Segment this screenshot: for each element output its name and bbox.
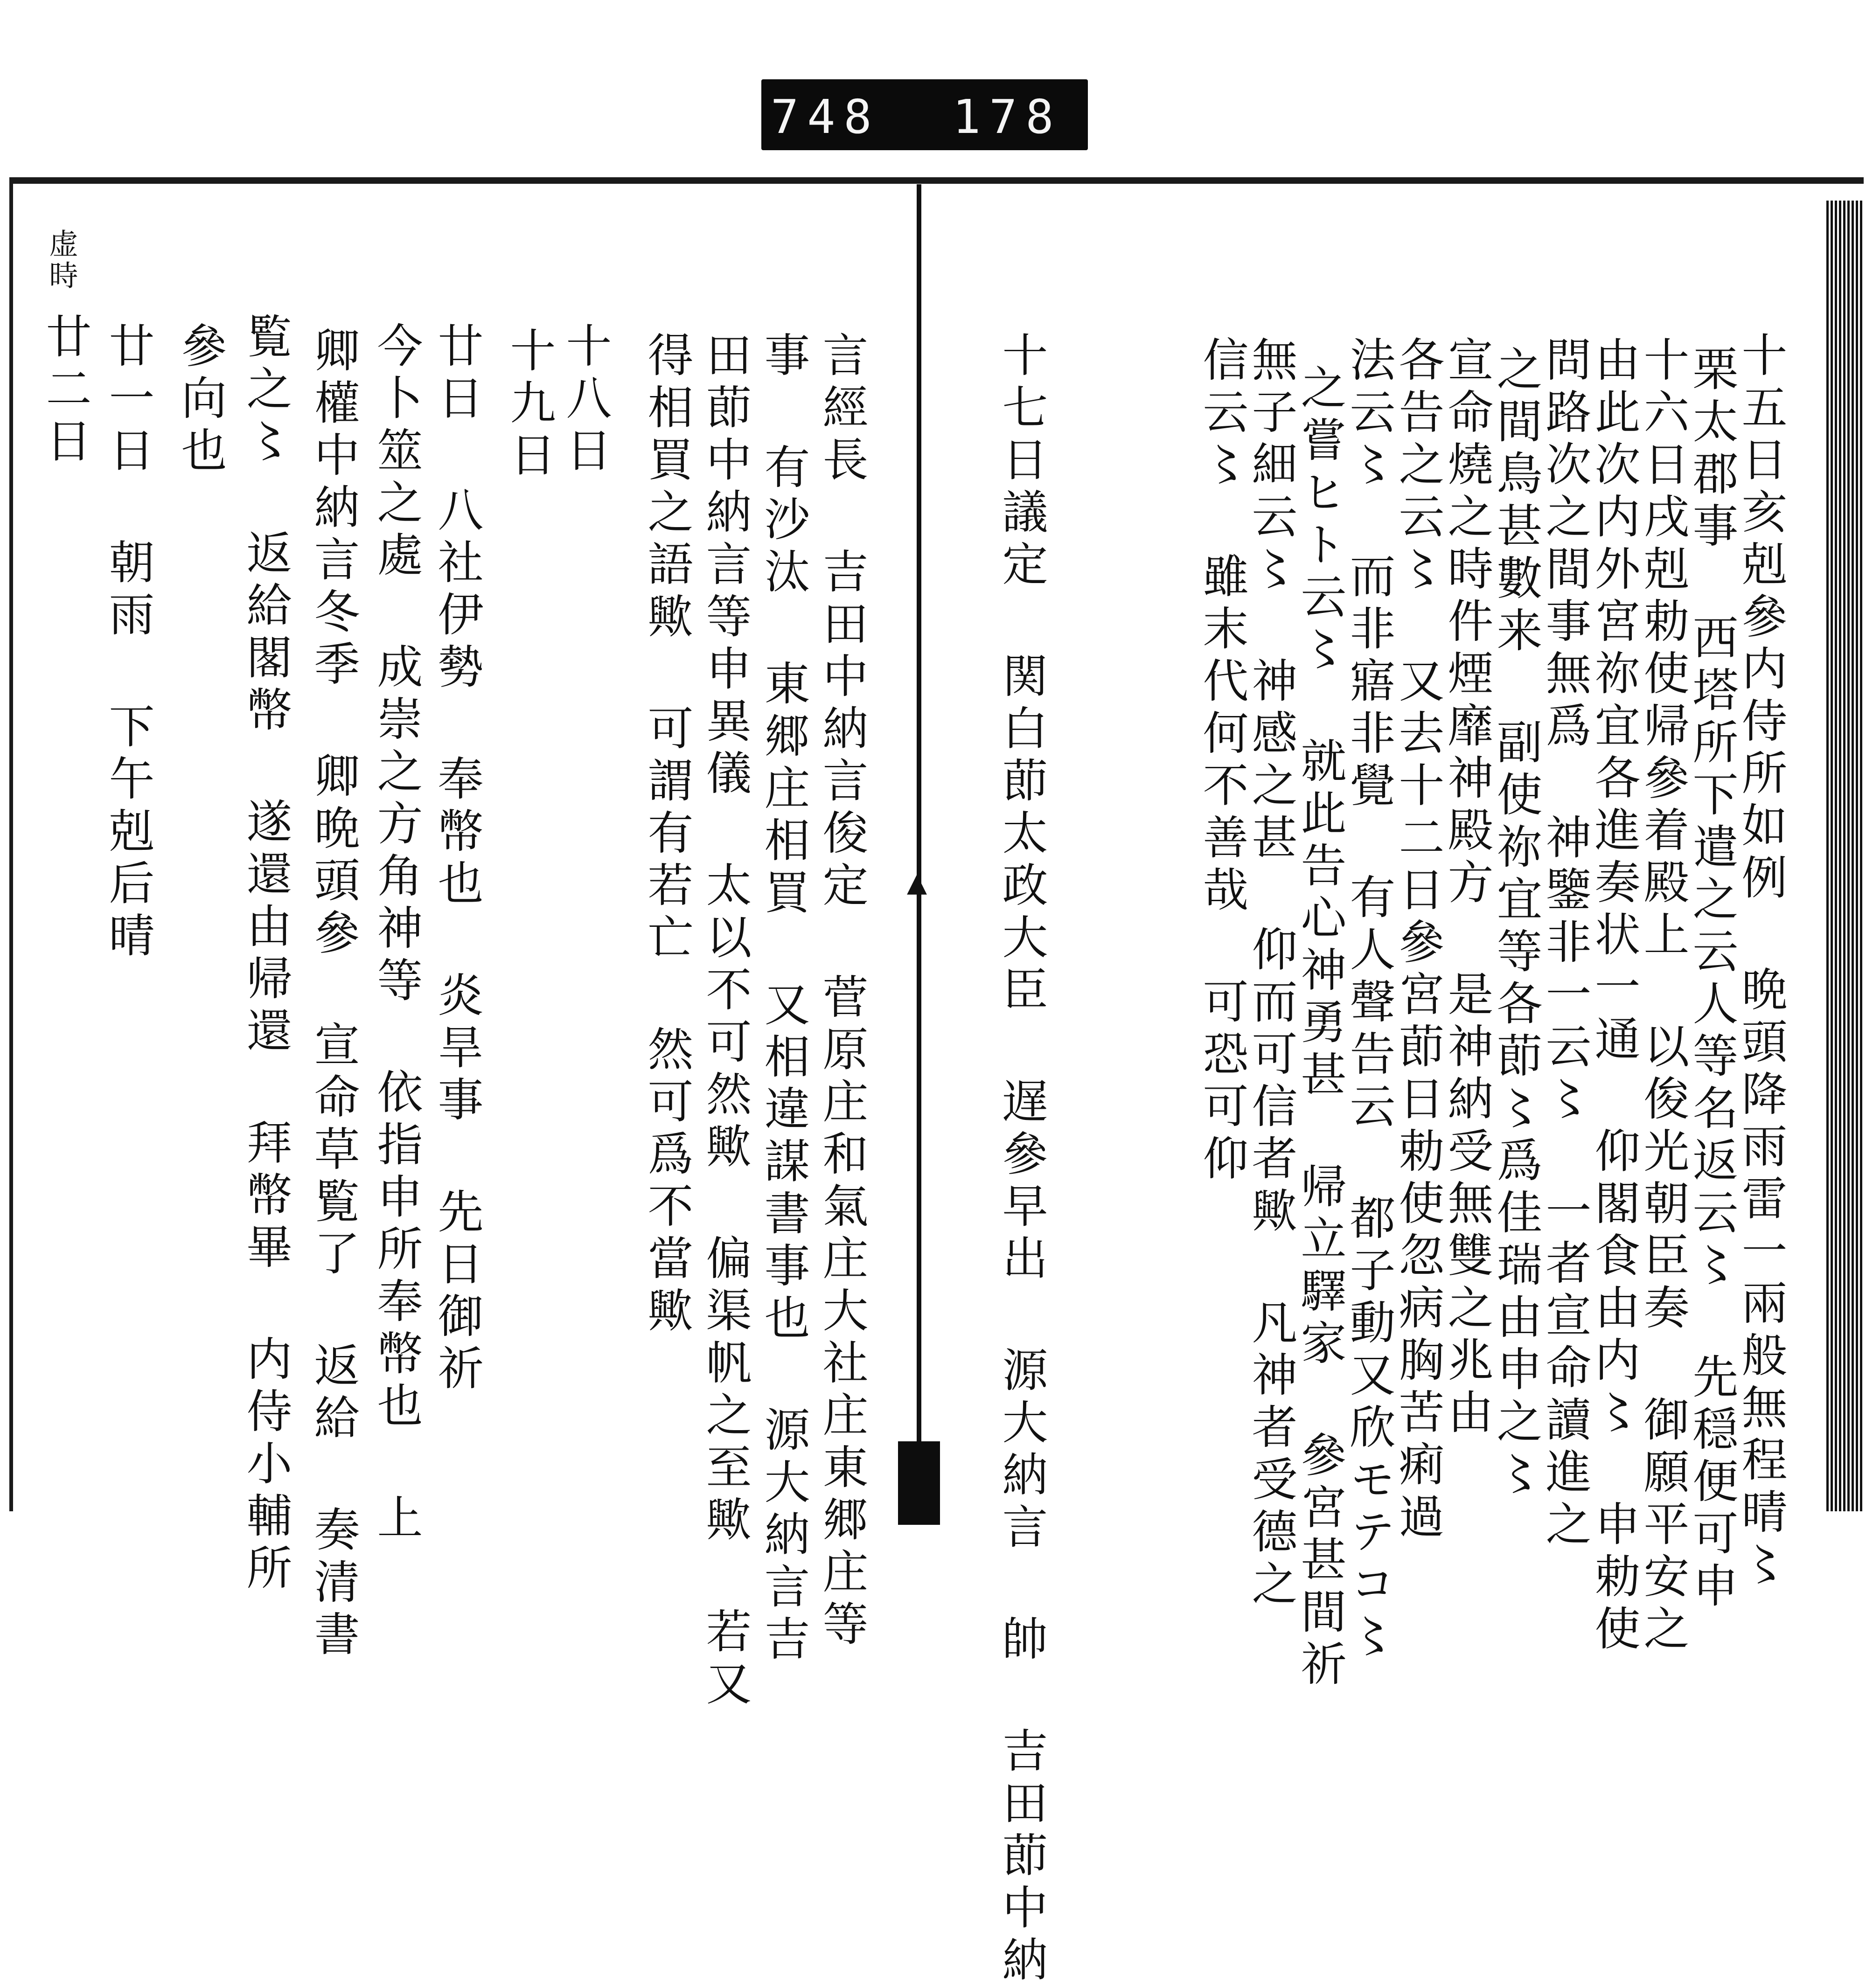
text-column: 卿權中納言冬季 卿晩頭參 宣命草覧了 返給 奏清書 bbox=[306, 327, 360, 1662]
text-column: 十五日亥剋參内侍所如例 晩頭降雨雷一兩般無程晴〻 bbox=[1734, 331, 1787, 1592]
text-column: 十九日 bbox=[502, 327, 556, 483]
text-column: 由此次内外宮祢宜各進奏状一通 仰閣食由内〻 申勅使 bbox=[1587, 336, 1640, 1657]
text-column: 十七日議定 関白莭太政大臣 遅參早出 源大納言 帥 吉田莭中納 bbox=[995, 331, 1048, 1988]
text-column: 廿二日 bbox=[38, 313, 91, 469]
frame-number-right: 178 bbox=[953, 90, 1062, 144]
text-column: 參向也 bbox=[174, 322, 227, 479]
text-column: 各告之云〻 又去十二日參宮莭日勅使忽病胸苦痢過 bbox=[1391, 336, 1444, 1545]
text-column: 十八日 bbox=[558, 322, 612, 479]
spine-clip bbox=[898, 1441, 940, 1525]
text-column: 栗太郡事 西塔所下遣之云人等名返云〻 先穏便可申 bbox=[1685, 345, 1738, 1614]
frame-number-label bbox=[761, 79, 1088, 150]
text-column: 今卜筮之處 成崇之方角神等 依指申所奉幣也 上 bbox=[369, 322, 423, 1546]
text-column: 宣命燒之時件煙靡神殿方 是神納受無雙之兆由 bbox=[1440, 336, 1493, 1440]
text-column: 法云〻 而非寤非覺 有人聲告云 都子動又欣モテコ〻 bbox=[1342, 336, 1395, 1664]
text-column: 信云〻 雖末代何不善哉 可恐可仰 bbox=[1195, 336, 1248, 1187]
text-column: 之間鳥甚數来 副使祢宜等各莭〻爲佳瑞由申之〻 bbox=[1489, 345, 1542, 1502]
text-column: 覧之〻 返給閣幣 遂還由帰還 拜幣畢 内侍小輔所 bbox=[239, 313, 292, 1596]
margin-note: 虚時 bbox=[44, 229, 78, 292]
text-column: 廿一日 朝雨 下午剋后晴 bbox=[101, 322, 154, 964]
gutter-arrow-icon: ▲ bbox=[907, 868, 927, 898]
text-column: 無子細云〻 神感之甚 仰而可信者歟 凡神者受德之 bbox=[1244, 336, 1297, 1612]
text-column: 得相買之語歟 可謂有若亡 然可爲不當歟 bbox=[640, 331, 693, 1339]
text-column: 十六日戌剋勅使帰參着殿上 以俊光朝臣奏 御願平安之 bbox=[1636, 336, 1689, 1657]
text-column: 事 有沙汰 東郷庄相買 又相違謀書事也 源大納言吉 bbox=[757, 331, 810, 1667]
book-gutter bbox=[917, 184, 921, 1465]
text-column: 廿日 八社伊勢 奉幣也 炎旱事 先日御祈 bbox=[430, 322, 483, 1397]
page-edge-stack bbox=[1826, 201, 1864, 1511]
text-column: 問路次之間事無爲 神鑒非一云〻 一者宣命讀進之 bbox=[1538, 336, 1591, 1552]
text-column: 之嘗ヒト云〻 就此告心神勇甚 帰立驛家 參宮甚間祈 bbox=[1293, 364, 1346, 1692]
text-column: 田莭中納言等申異儀 太以不可然歟 偏渠帆之至歟 若又 bbox=[698, 331, 752, 1712]
frame-number-left: 748 bbox=[771, 90, 880, 144]
text-column: 言經長 吉田中納言俊定 菅原庄和氣庄大社庄東郷庄等 bbox=[815, 331, 868, 1652]
